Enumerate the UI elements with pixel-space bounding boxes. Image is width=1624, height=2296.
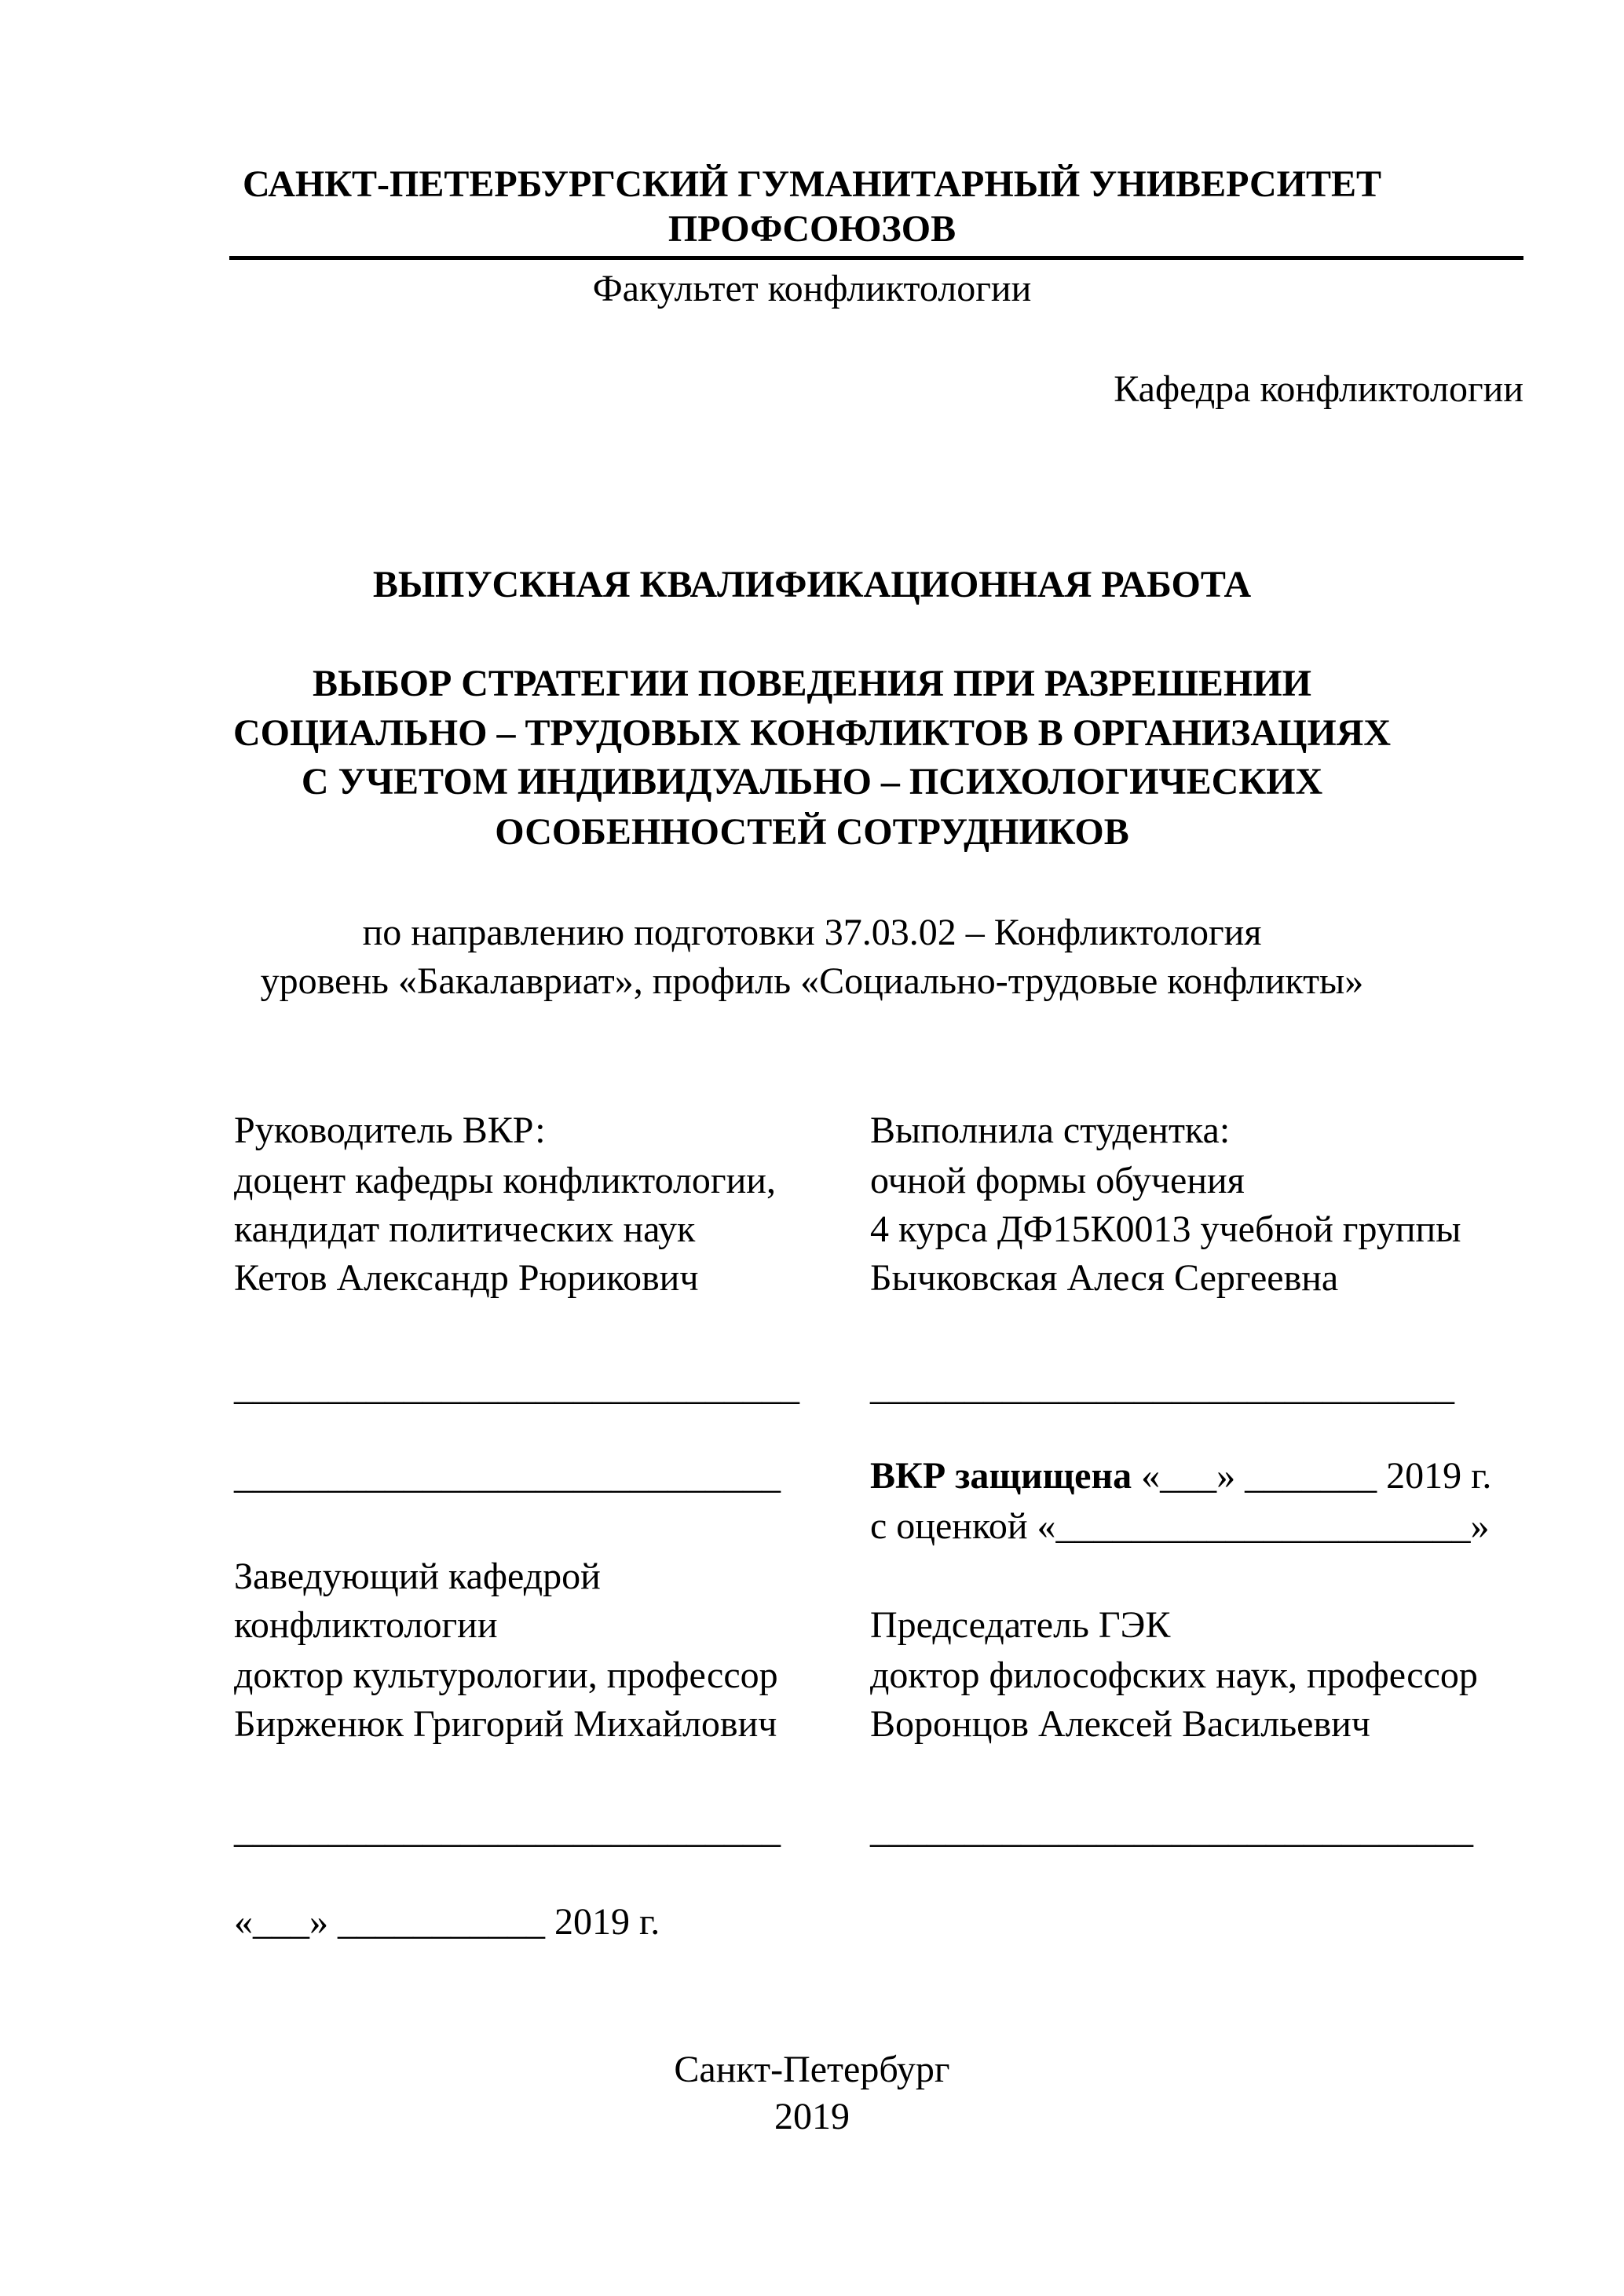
faculty: Факультет конфликтологии [592, 268, 1032, 309]
work-title-line: ВЫБОР СТРАТЕГИИ ПОВЕДЕНИЯ ПРИ РАЗРЕШЕНИИ [313, 663, 1311, 704]
chair-name: Воронцов Алексей Васильевич [870, 1703, 1370, 1745]
student-group: 4 курса ДФ15К0013 учебной группы [870, 1208, 1461, 1250]
head-signature-line: _____________________________ [234, 1809, 781, 1851]
student-name: Бычковская Алеся Сергеевна [870, 1257, 1339, 1299]
level-profile: уровень «Бакалавриат», профиль «Социально-трудовые конфликты» [260, 960, 1364, 1002]
direction: по направлению подготовки 37.03.02 – Конфликтология [362, 912, 1262, 953]
defense-date: «___» _______ 2019 г. [1132, 1455, 1492, 1497]
header-divider [229, 256, 1523, 260]
university-name-line1: САНКТ-ПЕТЕРБУРГСКИЙ ГУМАНИТАРНЫЙ УНИВЕРСИТЕТ [242, 163, 1382, 205]
head-signature-date: «___» ___________ 2019 г. [234, 1901, 660, 1943]
university-name-line2: ПРОФСОЮЗОВ [668, 208, 956, 250]
supervisor-position: доцент кафедры конфликтологии, [234, 1160, 776, 1201]
work-title-line: ОСОБЕННОСТЕЙ СОТРУДНИКОВ [495, 811, 1129, 853]
work-title-line: СОЦИАЛЬНО – ТРУДОВЫХ КОНФЛИКТОВ В ОРГАНИЗАЦИЯХ [232, 712, 1392, 754]
head-label-dept: конфликтологии [234, 1604, 498, 1646]
city: Санкт-Петербург [674, 2049, 950, 2090]
supervisor-signature-line-2: _____________________________ [234, 1455, 781, 1497]
supervisor-degree: кандидат политических наук [234, 1208, 696, 1250]
head-degree: доктор культурологии, профессор [234, 1654, 778, 1696]
work-type: ВЫПУСКНАЯ КВАЛИФИКАЦИОННАЯ РАБОТА [372, 564, 1252, 605]
chair-signature-line: ________________________________ [870, 1809, 1473, 1851]
supervisor-label: Руководитель ВКР: [234, 1110, 546, 1151]
department: Кафедра конфликтологии [1114, 368, 1523, 410]
defense-label: ВКР защищена [870, 1455, 1132, 1497]
chair-degree: доктор философских наук, профессор [870, 1654, 1478, 1696]
head-label: Заведующий кафедрой [234, 1556, 601, 1597]
work-title-line: С УЧЕТОМ ИНДИВИДУАЛЬНО – ПСИХОЛОГИЧЕСКИХ [301, 761, 1323, 803]
supervisor-signature-line: ______________________________ [234, 1366, 799, 1408]
head-name: Бирженюк Григорий Михайлович [234, 1703, 777, 1745]
supervisor-name: Кетов Александр Рюрикович [234, 1257, 699, 1299]
student-form: очной формы обучения [870, 1160, 1245, 1201]
defense-line [870, 1451, 1491, 1501]
student-label: Выполнила студентка: [870, 1110, 1231, 1151]
student-signature-line: _______________________________ [870, 1366, 1454, 1408]
chair-label: Председатель ГЭК [870, 1604, 1171, 1646]
defense-grade: с оценкой «______________________» [870, 1505, 1490, 1547]
year: 2019 [774, 2096, 850, 2137]
